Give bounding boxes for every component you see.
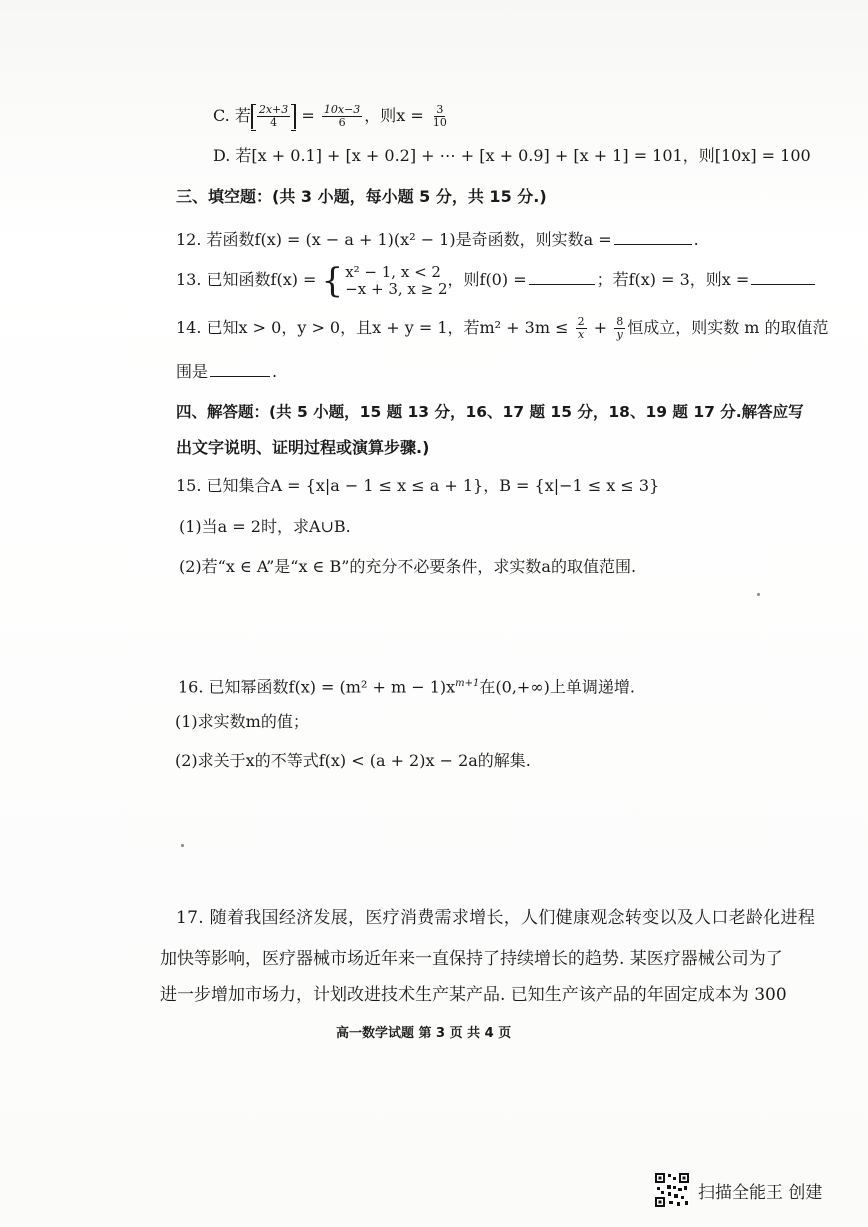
q16-stem-after: 在(0,+∞)上单调递增. <box>479 677 635 697</box>
fraction <box>431 104 449 129</box>
fraction <box>257 104 290 129</box>
section-4-title-2 <box>176 437 429 459</box>
footer-text: 高一数学试题 第 3 页 共 4 页 <box>336 1026 512 1041</box>
question-14 <box>176 313 829 343</box>
q17-line2: 加快等影响，医疗器械市场近年来一直保持了持续增长的趋势. 某医疗器械公司为了 <box>160 949 783 969</box>
section-3-title <box>176 186 547 208</box>
question-16 <box>178 673 635 698</box>
option-c-label: C. 若 <box>213 106 251 125</box>
fraction-numerator: 8 <box>616 315 624 328</box>
section-3-title-text: 三、填空题：(共 3 小题，每小题 5 分，共 15 分.) <box>176 187 547 206</box>
fraction-numerator: 10x−3 <box>323 103 361 116</box>
q13-part-1: ，则f(0) = <box>447 270 527 289</box>
q13-prefix: 13. 已知函数f(x) = <box>176 270 322 289</box>
answer-blank[interactable] <box>751 269 815 285</box>
fraction-numerator: 3 <box>436 103 444 116</box>
q14-end: . <box>272 362 278 381</box>
scanner-brand-text: 扫描全能王 创建 <box>698 1183 823 1203</box>
answer-blank[interactable] <box>614 229 692 245</box>
question-16-part-1 <box>175 711 309 733</box>
fraction-numerator: 2x+3 <box>258 103 289 116</box>
fraction-denominator: x <box>578 328 585 341</box>
q14-line2-text: 围是 <box>176 362 209 381</box>
qr-code-icon <box>654 1172 690 1208</box>
q15-part2: (2)若“x ∈ A”是“x ∈ B”的充分不必要条件，求实数a的取值范围. <box>179 557 637 576</box>
section-4-title-line1: 四、解答题：(共 5 小题，15 题 13 分，16、17 题 15 分，18、19 题 17 分.解答应写 <box>176 403 804 421</box>
q16-stem: 16. 已知幂函数f(x) = (m² + m − 1)x <box>178 677 456 697</box>
question-16-part-2 <box>175 750 531 772</box>
q12-text: 12. 若函数f(x) = (x − a + 1)(x² − 1)是奇函数，则实数a = <box>176 230 612 249</box>
q13-part-2: ；若f(x) = 3，则x = <box>596 270 750 289</box>
question-13 <box>176 260 817 301</box>
fraction-numerator: 2 <box>577 315 585 328</box>
question-17-line-2 <box>160 948 783 970</box>
equals-sign: = <box>296 106 320 125</box>
q14-text: 14. 已知x > 0，y > 0，且x + y = 1，若m² + 3m ≤ <box>176 318 574 337</box>
page-footer <box>336 1023 511 1045</box>
answer-blank[interactable] <box>210 361 270 377</box>
question-15-part-2 <box>179 556 636 578</box>
fraction-denominator: y <box>616 328 623 341</box>
fraction-denominator: 6 <box>338 116 346 129</box>
question-15-part-1 <box>179 516 351 538</box>
fraction-denominator: 4 <box>270 116 278 129</box>
question-17-line-1 <box>176 907 815 929</box>
q16-exponent: m+1 <box>455 678 480 689</box>
q17-line1: 17. 随着我国经济发展，医疗消费需求增长，人们健康观念转变以及人口老龄化进程 <box>176 908 816 928</box>
question-12 <box>176 229 699 251</box>
q16-part1: (1)求实数m的值； <box>175 712 309 731</box>
scanner-brand <box>698 1178 822 1203</box>
q15-part1: (1)当a = 2时，求A∪B. <box>179 517 351 536</box>
fraction <box>322 104 362 129</box>
plus-sign: + <box>588 318 613 337</box>
q12-end: . <box>693 230 699 249</box>
piecewise-function <box>321 260 448 301</box>
answer-blank[interactable] <box>529 269 595 285</box>
option-d-text: D. 若[x + 0.1] + [x + 0.2] + ⋯ + [x + 0.9] + [x + 1] = 101，则[10x] = 100 <box>213 146 811 165</box>
q17-line3: 进一步增加市场力，计划改进技术生产某产品. 已知生产该产品的年固定成本为 300 <box>160 985 787 1005</box>
q16-part2: (2)求关于x的不等式f(x) < (a + 2)x − 2a的解集. <box>175 751 531 770</box>
section-4-title <box>176 401 804 423</box>
fraction <box>614 316 625 341</box>
floor-bracket <box>251 104 296 129</box>
piecewise-cases <box>345 264 447 298</box>
piecewise-case-2: −x + 3, x ≥ 2 <box>345 279 448 298</box>
option-c <box>213 104 451 129</box>
section-4-title-line2: 出文字说明、证明过程或演算步骤.) <box>176 438 430 457</box>
brace-icon: { <box>321 260 344 301</box>
fraction-denominator: 10 <box>432 116 447 129</box>
option-d <box>213 145 811 167</box>
question-17-line-3 <box>160 984 787 1006</box>
scan-speck <box>757 593 760 596</box>
option-c-then: ，则x = <box>364 106 429 125</box>
question-14-line-2 <box>176 361 277 383</box>
scan-speck <box>181 844 184 847</box>
q15-stem: 15. 已知集合A = {x|a − 1 ≤ x ≤ a + 1}，B = {x|−1 ≤ x ≤ 3} <box>176 476 660 495</box>
question-15 <box>176 475 659 497</box>
fraction <box>576 316 587 341</box>
piecewise-case-1: x² − 1, x < 2 <box>345 262 441 281</box>
q14-text-after: 恒成立，则实数 m 的取值范 <box>627 318 829 337</box>
